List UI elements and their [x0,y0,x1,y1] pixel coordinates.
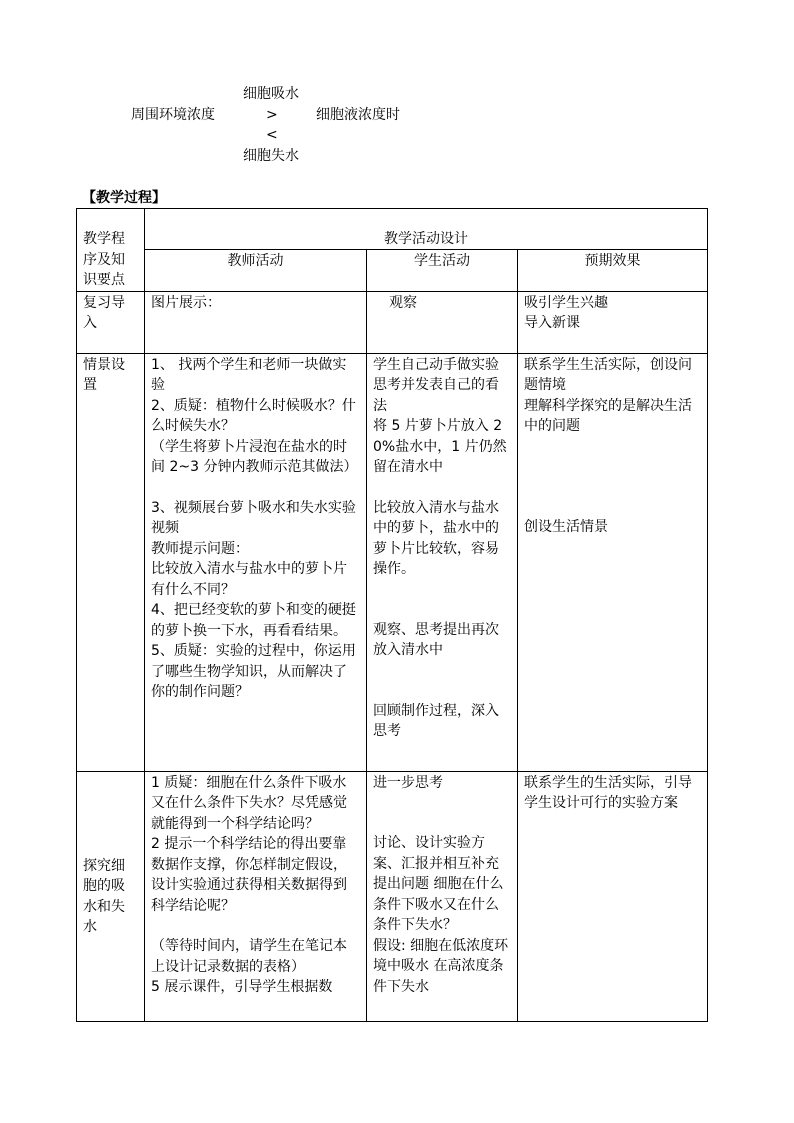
table-row [77,353,708,771]
student-line: 进一步思考 [373,774,443,791]
table-row [77,291,708,353]
effect-line: 联系学生生活实际，创设问题情境 [524,356,692,393]
row-label-review [77,291,145,353]
effect-line: 联系学生的生活实际，引导学生设计可行的实验方案 [524,774,692,811]
header-procedure [77,209,145,292]
teacher-line: 1 质疑：细胞在什么条件下吸水又在什么条件下失水？尽凭感觉就能得到一个科学结论吗？ [151,774,347,832]
student-line: 讨论、设计实验方案、汇报并相互补充 [373,835,499,872]
row-label: 探究细胞的吸水和失水 [83,857,125,935]
spacer [151,916,360,936]
row-effect-cell [518,353,708,771]
diagram-less-sign: < [266,127,278,143]
effect-line: 理解科学探究的是解决生活中的问题 [524,397,692,434]
teacher-line: 2 提示一个科学结论的得出要靠数据作支撑，你怎样制定假设，设计实验通过获得相关数据得到科学结论呢？ [151,836,347,914]
spacer [373,580,511,620]
diagram-greater-sign: > [266,107,278,123]
row-effect-cell [518,291,708,353]
row-student-cell [367,291,518,353]
row-teacher-cell [145,291,367,353]
teacher-line: 1、 找两个学生和老师一块做实验 [151,356,347,393]
header-student-label: 学生活动 [414,253,470,270]
effect-line: 导入新课 [524,315,580,331]
row-teacher-cell [145,353,367,771]
header-teacher-label: 教师活动 [227,253,284,270]
row-label-scenario [77,353,145,771]
student-line: 将 5 片萝卜片放入 20%盐水中，1 片仍然留在清水中 [373,418,507,475]
row-student-cell [367,771,518,1021]
header-effect-label: 预期效果 [584,253,641,270]
student-line: 观察 [389,294,417,311]
row-label: 情景设置 [83,356,125,393]
table-header-row [77,209,708,250]
teaching-process-table [76,208,708,1022]
teacher-line: 5 展示课件，引导学生根据数 [151,979,333,995]
student-line: 假设: 细胞在低浓度环境中吸水 在高浓度条件下失水 [373,937,509,995]
teacher-line: 教师提示问题： [151,540,249,557]
teacher-line: 3、视频展台萝卜吸水和失水实验视频 [151,499,356,536]
diagram-absorb-label: 细胞吸水 [243,86,299,102]
row-student-cell [367,353,518,771]
student-line: 比较放入清水与盐水中的萝卜，盐水中的萝卜片比较软，容易操作。 [373,499,499,577]
student-line: 提出问题 细胞在什么条件下吸水又在什么条件下失水？ [373,876,504,933]
row-label: 复习导入 [83,294,125,331]
student-line: 思考并发表自己的看法 [373,377,499,414]
teacher-line: 比较放入清水与盐水中的萝卜片有什么不同？ [151,561,347,598]
spacer [373,478,511,498]
table-subheader-row [77,250,708,291]
row-teacher-cell [145,771,367,1021]
student-line: 学生自己动手做实验 [373,356,499,373]
diagram-lose-label: 细胞失水 [243,148,299,164]
spacer [524,437,701,517]
spacer [151,478,360,498]
teacher-line: 5、质疑：实验的过程中，你运用了哪些生物学知识，从而解决了你的制作问题？ [151,643,356,700]
header-effect [518,250,708,291]
student-line: 回顾制作过程，深入思考 [373,702,499,739]
row-label-explore [77,771,145,1021]
table-row [77,771,708,1021]
effect-line: 吸引学生兴趣 [524,294,608,311]
teacher-line: 图片展示： [151,294,221,311]
row-effect-cell [518,771,708,1021]
student-line: 观察、思考提出再次放入清水中 [373,621,499,658]
diagram-environment-label: 周围环境浓度 [131,107,215,123]
teacher-line: （等待时间内，请学生在笔记本上设计记录数据的表格） [151,938,347,975]
header-student [367,250,518,291]
spacer [373,793,511,833]
teacher-line: （学生将萝卜片浸泡在盐水的时间 2~3 分钟内教师示范其做法） [151,438,358,475]
diagram-cell-label: 细胞液浓度时 [316,107,400,123]
header-procedure-label: 教学程序及知识要点 [83,231,125,288]
teacher-line: 4、把已经变软的萝卜和变的硬挺的萝卜换一下水，再看看结果。 [151,602,356,639]
header-activity-design-label: 教学活动设计 [384,230,468,247]
effect-line: 创设生活情景 [524,518,608,535]
header-teacher [145,250,367,291]
teacher-line: 2、质疑：植物什么时候吸水？什么时候失水？ [151,397,356,434]
header-activity-design [145,209,708,250]
spacer [373,661,511,701]
section-title: 【教学过程】 [82,190,166,206]
